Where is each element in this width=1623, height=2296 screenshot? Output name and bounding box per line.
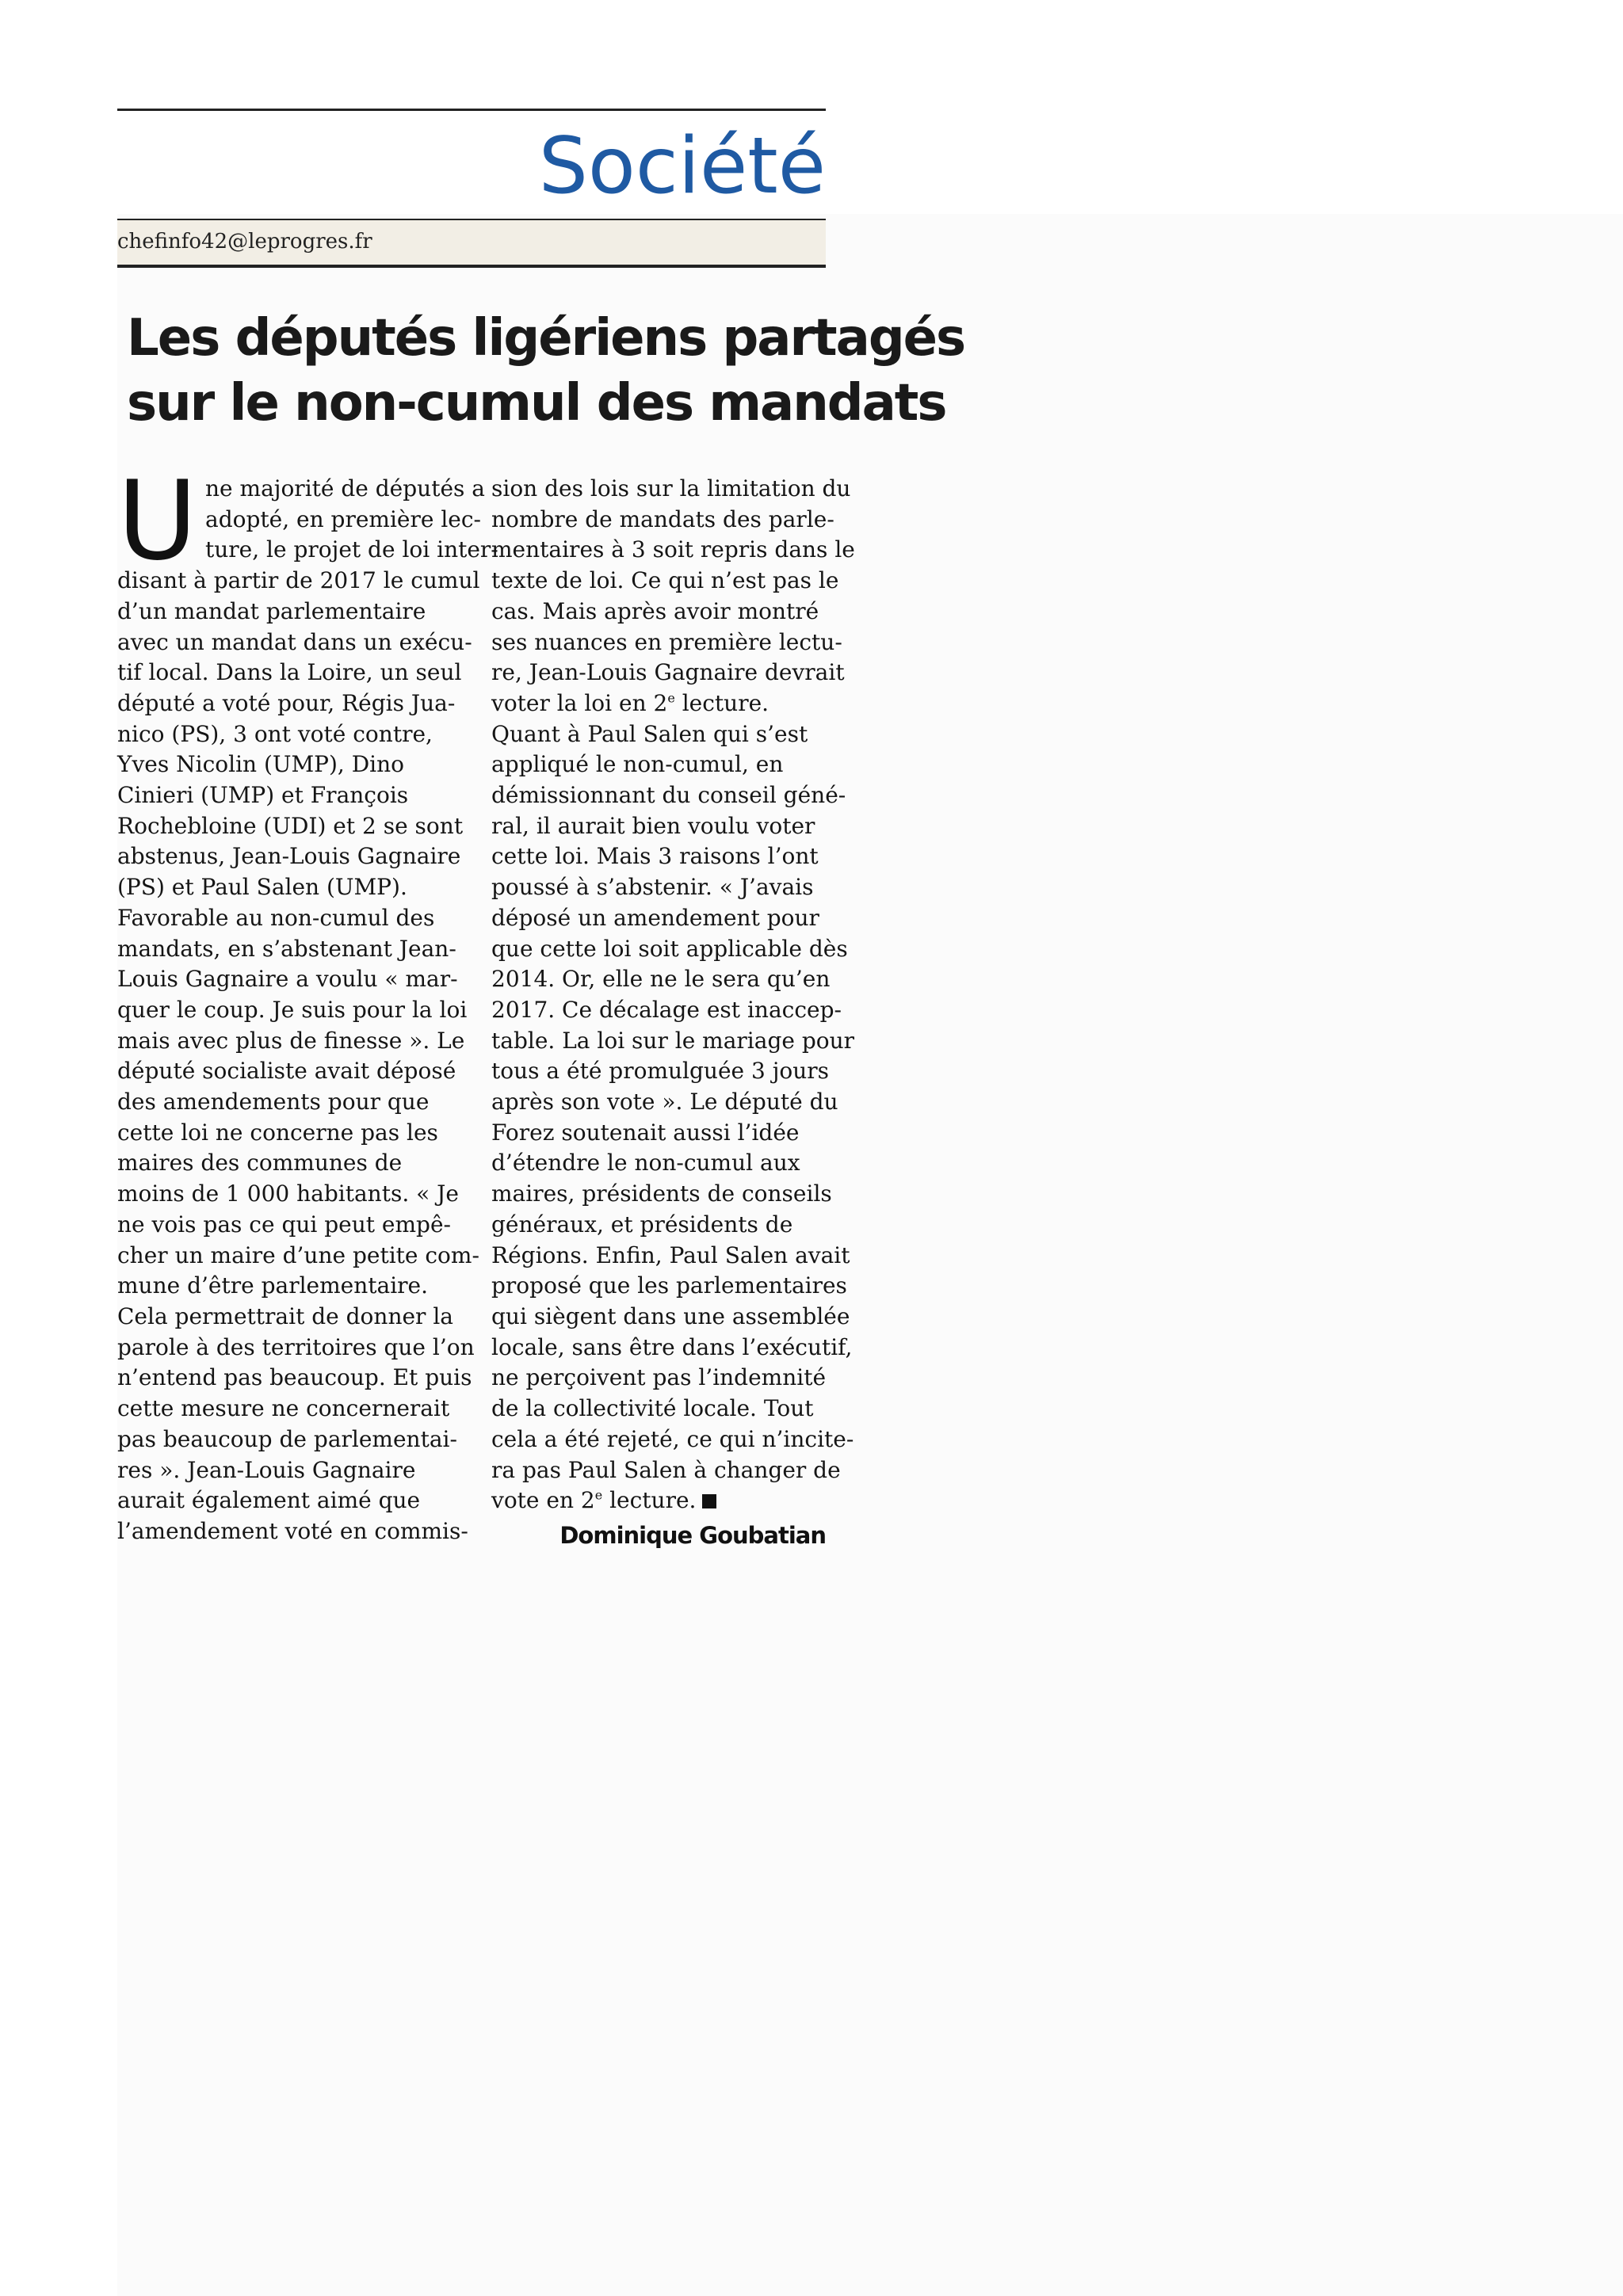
text-line: pas beaucoup de parlementai- xyxy=(117,1425,457,1452)
text-line: cette loi. Mais 3 raisons l’ont xyxy=(491,843,819,870)
closing-superscript: e xyxy=(594,1487,603,1503)
text-line: parole à des territoires que l’on xyxy=(117,1333,475,1360)
text-line: sion des lois sur la limitation du xyxy=(491,475,851,502)
text-line: res ». Jean-Louis Gagnaire xyxy=(117,1456,416,1483)
text-line: que cette loi soit applicable dès xyxy=(491,935,848,962)
closing-suffix: lecture. xyxy=(602,1487,697,1514)
text-line: cher un maire d’une petite com- xyxy=(117,1241,479,1268)
text-line: (PS) et Paul Salen (UMP). xyxy=(117,874,407,901)
text-line: député socialiste avait déposé xyxy=(117,1058,456,1085)
text-line: député a voté pour, Régis Jua- xyxy=(117,689,456,716)
text-line: mandats, en s’abstenant Jean- xyxy=(117,935,456,962)
text-line: Cela permettrait de donner la xyxy=(117,1302,453,1329)
text-line: ra pas Paul Salen à changer de xyxy=(491,1456,841,1483)
column-2-part-a xyxy=(491,474,855,688)
text-line: qui siègent dans une assemblée xyxy=(491,1302,850,1329)
text-line: appliqué le non-cumul, en xyxy=(491,751,784,778)
text-line: Régions. Enfin, Paul Salen avait xyxy=(491,1241,850,1268)
text-line: ne perçoivent pas l’indemnité xyxy=(491,1364,827,1391)
text-line: nombre de mandats des parle- xyxy=(491,505,834,532)
text-line: cas. Mais après avoir montré xyxy=(491,597,819,624)
text-line: Louis Gagnaire a voulu « mar- xyxy=(117,966,458,993)
text-line: de la collectivité locale. Tout xyxy=(491,1395,814,1422)
text-line: texte de loi. Ce qui n’est pas le xyxy=(491,567,839,594)
text-line: des amendements pour que xyxy=(117,1089,430,1116)
text-line: Forez soutenait aussi l’idée xyxy=(491,1119,800,1146)
text-line: poussé à s’abstenir. « J’avais xyxy=(491,874,814,901)
text-line: après son vote ». Le député du xyxy=(491,1089,838,1116)
drop-cap: U xyxy=(117,457,198,585)
text-line: moins de 1 000 habitants. « Je xyxy=(117,1180,459,1207)
headline-line-2: sur le non-cumul des mandats xyxy=(127,374,946,433)
text-line: d’étendre le non-cumul aux xyxy=(491,1150,800,1177)
article-column-2 xyxy=(491,474,855,1516)
text-line: maires, présidents de conseils xyxy=(491,1180,832,1207)
section-title: Société xyxy=(538,121,826,212)
column-1-body xyxy=(117,566,480,1547)
text-line: ses nuances en première lectu- xyxy=(491,628,842,655)
text-line: tous a été promulguée 3 jours xyxy=(491,1058,830,1085)
text-line: n’entend pas beaucoup. Et puis xyxy=(117,1364,472,1391)
first-reading-suffix: lecture. xyxy=(674,689,769,716)
text-line: démissionnant du conseil géné- xyxy=(491,782,846,809)
text-line: Yves Nicolin (UMP), Dino xyxy=(117,751,405,778)
text-line: Cinieri (UMP) et François xyxy=(117,782,409,809)
text-line: ral, il aurait bien voulu voter xyxy=(491,812,815,839)
text-line: 2014. Or, elle ne le sera qu’en xyxy=(491,966,831,993)
text-line: cette mesure ne concernerait xyxy=(117,1395,450,1422)
headline-line-1: Les députés ligériens partagés xyxy=(127,309,965,368)
article-headline xyxy=(127,306,965,436)
text-line: ne majorité de députés a xyxy=(205,475,485,502)
text-line: table. La loi sur le mariage pour xyxy=(491,1027,855,1054)
text-line: cette loi ne concerne pas les xyxy=(117,1119,438,1146)
text-line: nico (PS), 3 ont voté contre, xyxy=(117,720,433,747)
text-line: aurait également aimé que xyxy=(117,1487,421,1514)
text-line: Quant à Paul Salen qui s’est xyxy=(491,720,808,747)
header-bottom-rule xyxy=(117,265,826,268)
column-2-part-b xyxy=(491,719,855,1486)
text-line: l’amendement voté en commis- xyxy=(117,1517,468,1544)
text-line: mune d’être parlementaire. xyxy=(117,1272,429,1299)
text-line: avec un mandat dans un exécu- xyxy=(117,628,472,655)
text-line: généraux, et présidents de xyxy=(491,1211,793,1238)
text-line: disant à partir de 2017 le cumul xyxy=(117,567,480,594)
text-line: Rochebloine (UDI) et 2 se sont xyxy=(117,812,464,839)
first-reading-superscript: e xyxy=(667,690,675,706)
text-line: Favorable au non-cumul des xyxy=(117,904,435,931)
top-rule xyxy=(117,109,826,111)
first-reading-line xyxy=(491,688,832,719)
text-line: proposé que les parlementaires xyxy=(491,1272,847,1299)
text-line: tif local. Dans la Loire, un seul xyxy=(117,659,462,686)
text-line: ne vois pas ce qui peut empê- xyxy=(117,1211,452,1238)
contact-email: chefinfo42@leprogres.fr xyxy=(117,230,372,254)
text-line: mentaires à 3 soit repris dans le xyxy=(491,536,855,563)
text-line: abstenus, Jean-Louis Gagnaire xyxy=(117,843,461,870)
closing-text: vote en 2 xyxy=(491,1487,595,1514)
text-line: adopté, en première lec- xyxy=(205,505,482,532)
end-of-article-mark xyxy=(702,1494,716,1508)
author-byline: Dominique Goubatian xyxy=(559,1522,826,1549)
article-column-1 xyxy=(117,457,498,1547)
text-line: déposé un amendement pour xyxy=(491,904,819,931)
first-reading-text: voter la loi en 2 xyxy=(491,689,668,716)
newspaper-page xyxy=(117,0,965,1585)
text-line: d’un mandat parlementaire xyxy=(117,597,426,624)
text-line: locale, sans être dans l’exécutif, xyxy=(491,1333,853,1360)
closing-line xyxy=(491,1486,832,1516)
text-line: mais avec plus de finesse ». Le xyxy=(117,1027,465,1054)
text-line: maires des communes de xyxy=(117,1150,403,1177)
text-line: quer le coup. Je suis pour la loi xyxy=(117,996,468,1023)
text-line: 2017. Ce décalage est inaccep- xyxy=(491,996,842,1023)
text-line: ture, le projet de loi inter- xyxy=(205,536,498,563)
text-line: re, Jean-Louis Gagnaire devrait xyxy=(491,659,845,686)
text-line: cela a été rejeté, ce qui n’incite- xyxy=(491,1425,854,1452)
